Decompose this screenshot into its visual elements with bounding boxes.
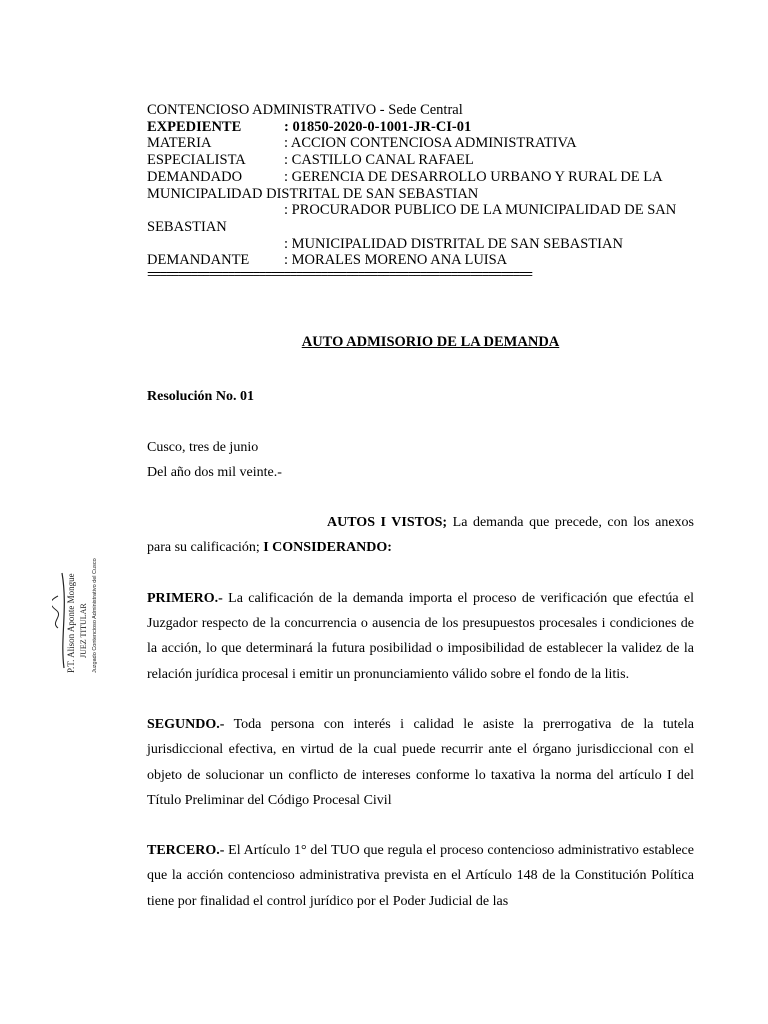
court-line: CONTENCIOSO ADMINISTRATIVO - Sede Central bbox=[147, 102, 463, 118]
document-title: AUTO ADMISORIO DE LA DEMANDA bbox=[301, 334, 560, 350]
expediente-row bbox=[147, 119, 707, 136]
especialista-value: : CASTILLO CANAL RAFAEL bbox=[284, 152, 474, 169]
tercero-text: El Artículo 1° del TUO que regula el proceso contencioso administrativo establece que la acción contencioso administrativa prevista en el Artículo 148 de la Constitución Política tiene por finalidad el control jurídico por el Poder Judicial de las bbox=[147, 843, 694, 909]
resolution-number: Resolución No. 01 bbox=[147, 389, 254, 405]
stamp-title: JUEZ TITULAR bbox=[79, 603, 88, 658]
autos-text: La demanda que precede, con los anexos para su calificación; bbox=[147, 515, 694, 556]
demandado-value-2: : PROCURADOR PUBLICO DE LA MUNICIPALIDAD DE SAN SEBASTIAN bbox=[147, 202, 677, 235]
document-body bbox=[147, 330, 694, 914]
demandado-value-1: : GERENCIA DE DESARROLLO URBANO Y RURAL DE LA MUNICIPALIDAD DISTRITAL DE SAN SEBASTIAN bbox=[147, 168, 662, 202]
materia-row bbox=[147, 135, 707, 152]
stamp-name: P.T. Alison Aponte Mongue bbox=[66, 573, 76, 673]
demandante-value: : MORALES MORENO ANA LUISA bbox=[284, 252, 508, 269]
materia-value: : ACCION CONTENCIOSA ADMINISTRATIVA bbox=[284, 135, 577, 152]
primero-text: La calificación de la demanda importa el proceso de verificación que efectúa el Juzgador respecto de la concurrencia o ausencia de los presupuestos procesales i condiciones de la acción, lo que determinará la futura posibilidad o imposibilidad de establecer la validez de la relación jurídica procesal i emitir un pronunciamiento válido sobre el fondo de la litis. bbox=[147, 590, 694, 682]
tercero-paragraph bbox=[147, 838, 694, 914]
signature-stamp-graphic bbox=[52, 458, 102, 678]
tercero-label: TERCERO.- bbox=[147, 843, 225, 859]
year-line: Del año dos mil veinte.- bbox=[147, 464, 282, 480]
primero-paragraph bbox=[147, 586, 694, 687]
autos-lead: AUTOS I VISTOS; bbox=[327, 515, 448, 531]
especialista-row bbox=[147, 152, 707, 169]
demandado-label: DEMANDADO bbox=[147, 168, 243, 185]
expediente-value: : 01850-2020-0-1001-JR-CI-01 bbox=[284, 118, 472, 135]
stamp-court: Juzgado Contencioso Administrativo del Cusco bbox=[92, 558, 98, 673]
especialista-label: ESPECIALISTA bbox=[147, 152, 246, 169]
demandado-row bbox=[147, 169, 707, 202]
place-date: Cusco, tres de junio bbox=[147, 439, 259, 455]
segundo-label: SEGUNDO.- bbox=[147, 716, 225, 732]
demandado-row-2 bbox=[147, 202, 707, 235]
expediente-label: EXPEDIENTE bbox=[147, 118, 242, 135]
demandado-value-3: : MUNICIPALIDAD DISTRITAL DE SAN SEBASTIAN bbox=[284, 235, 623, 252]
segundo-paragraph bbox=[147, 712, 694, 813]
case-header bbox=[147, 102, 707, 281]
considerando-heading: I CONSIDERANDO: bbox=[259, 540, 392, 556]
demandado-row-3 bbox=[147, 236, 707, 253]
judge-signature-stamp bbox=[52, 458, 102, 678]
demandante-label: DEMANDANTE bbox=[147, 252, 250, 269]
separator-line: ============================================================== bbox=[147, 267, 532, 283]
primero-label: PRIMERO.- bbox=[147, 590, 223, 606]
materia-label: MATERIA bbox=[147, 135, 212, 152]
autos-paragraph bbox=[147, 510, 694, 561]
segundo-text: Toda persona con interés i calidad le asiste la prerrogativa de la tutela jurisdiccional efectiva, en virtud de la cual puede recurrir ante el órgano jurisdiccional con el objeto de solucionar un conflicto de intereses conforme lo taxativa la norma del artículo I del Título Preliminar del Código Procesal Civil bbox=[147, 716, 694, 808]
